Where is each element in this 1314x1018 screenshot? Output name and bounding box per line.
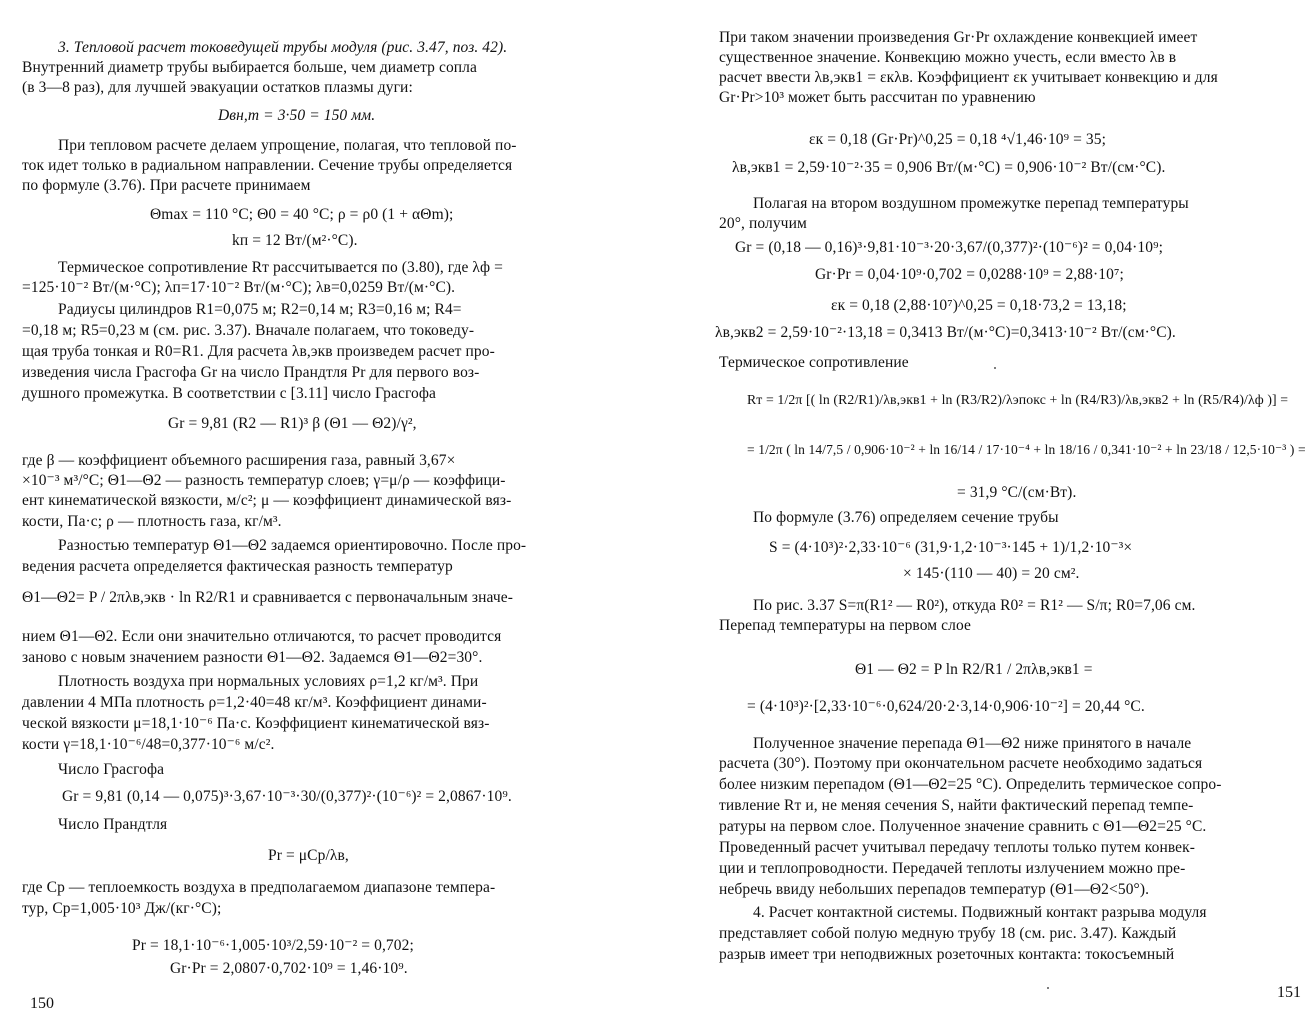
text-line: Θ1—Θ2= P / 2πλв,экв · ln R2/R1 и сравнивается с первоначальным значе- xyxy=(22,589,514,606)
text-line: =0,18 м; R5=0,23 м (см. рис. 3.37). Вначале полагаем, что токоведу- xyxy=(22,322,475,339)
left-page xyxy=(0,0,655,1018)
text-line: расчета (30°). Поэтому при окончательном расчете необходимо задаться xyxy=(719,755,1203,772)
text-line: Число Прандтля xyxy=(58,816,168,833)
formula: = 1/2π ( ln 14/7,5 / 0,906·10⁻² + ln 16/14 / 17·10⁻⁴ + ln 18/16 / 0,341·10⁻² + ln 23/18 / 12,5·10⁻³ ) = xyxy=(747,442,1306,457)
text-line: нием Θ1—Θ2. Если они значительно отличаются, то расчет проводится xyxy=(22,628,502,645)
formula: = 31,9 °C/(см·Вт). xyxy=(957,484,1077,501)
text-line: Радиусы цилиндров R1=0,075 м; R2=0,14 м; R3=0,16 м; R4= xyxy=(58,301,462,318)
formula: Gr = (0,18 — 0,16)³·9,81·10⁻³·20·3,67/(0,377)²·(10⁻⁶)² = 0,04·10⁹; xyxy=(735,239,1163,256)
text-line: заново с новым значением разности Θ1—Θ2. Задаемся Θ1—Θ2=30°. xyxy=(22,649,483,666)
text-line: более низким перепадом (Θ1—Θ2=25 °C). Определить термическое сопро- xyxy=(719,776,1222,793)
text-line: где Cp — теплоемкость воздуха в предполагаемом диапазоне темпера- xyxy=(22,879,496,896)
text-line: изведения числа Грасгофа Gr на число Прандтля Pr для первого воз- xyxy=(22,364,480,381)
formula: Pr = μCp/λв, xyxy=(268,847,349,864)
text-line: Перепад температуры на первом слое xyxy=(719,617,972,634)
page-number: 150 xyxy=(30,995,54,1012)
text-line: ческой вязкости μ=18,1·10⁻⁶ Па·с. Коэффициент кинематической вяз- xyxy=(22,715,490,732)
formula: kп = 12 Вт/(м²·°C). xyxy=(232,232,358,249)
formula: × 145·(110 — 40) = 20 см². xyxy=(903,565,1080,582)
text-line: Число Грасгофа xyxy=(58,761,165,778)
formula: Dвн,т = 3·50 = 150 мм. xyxy=(218,107,376,124)
text-line: 4. Расчет контактной системы. Подвижный контакт разрыва модуля xyxy=(753,904,1207,921)
text-line: где β — коэффициент объемного расширения газа, равный 3,67× xyxy=(22,452,456,469)
text-line: ции и теплопроводности. Передачей теплоты излучением можно пре- xyxy=(719,860,1186,877)
formula: = (4·10³)²·[2,33·10⁻⁶·0,624/20·2·3,14·0,906·10⁻²] = 20,44 °C. xyxy=(747,698,1145,715)
text-line: 20°, получим xyxy=(719,215,807,232)
text-line: При тепловом расчете делаем упрощение, полагая, что тепловой по- xyxy=(58,137,517,154)
text-line: Gr·Pr>10³ может быть рассчитан по уравнению xyxy=(719,89,1036,106)
text-line: ратуры на первом слое. Полученное значение сравнить с Θ1—Θ2=25 °C. xyxy=(719,818,1207,835)
formula: Gr·Pr = 2,0807·0,702·10⁹ = 1,46·10⁹. xyxy=(170,960,408,977)
text-line: щая труба тонкая и R0=R1. Для расчета λв,экв произведем расчет про- xyxy=(22,343,495,360)
text-line: Полученное значение перепада Θ1—Θ2 ниже принятого в начале xyxy=(753,735,1192,752)
text-line: кости, Па·с; ρ — плотность газа, кг/м³. xyxy=(22,513,282,530)
scan-speck xyxy=(994,367,996,369)
text-line: =125·10⁻² Вт/(м·°C); λп=17·10⁻² Вт/(м·°C); λв=0,0259 Вт/(м·°C). xyxy=(22,279,456,296)
text-line: Полагая на втором воздушном промежутке перепад температуры xyxy=(753,195,1189,212)
text-line: кости γ=18,1·10⁻⁶/48=0,377·10⁻⁶ м/с². xyxy=(22,736,275,753)
text-line: ведения расчета определяется фактическая разность температур xyxy=(22,558,453,575)
text-line: разрыв имеет три неподвижных розеточных контакта: токосъемный xyxy=(719,946,1175,963)
text-line: При таком значении произведения Gr·Pr охлаждение конвекцией имеет xyxy=(719,29,1198,46)
text-line: ент кинематической вязкости, м/с²; μ — коэффициент динамической вяз- xyxy=(22,492,512,509)
text-line: Внутренний диаметр трубы выбирается больше, чем диаметр сопла xyxy=(22,59,478,76)
text-line: расчет ввести λв,экв1 = εкλв. Коэффициент εк учитывает конвекцию и для xyxy=(719,69,1218,86)
formula: Gr·Pr = 0,04·10⁹·0,702 = 0,0288·10⁹ = 2,88·10⁷; xyxy=(815,266,1124,283)
page-number: 151 xyxy=(1277,984,1301,1001)
text-line: По формуле (3.76) определяем сечение трубы xyxy=(753,509,1059,526)
text-line: ×10⁻³ м³/°C; Θ1—Θ2 — разность температур слоев; γ=μ/ρ — коэффици- xyxy=(22,472,506,489)
text-line: давлении 4 МПа плотность ρ=1,2·40=48 кг/м³. Коэффициент динами- xyxy=(22,694,487,711)
text-line: ток идет только в радиальном направлении. Сечение трубы определяется xyxy=(22,157,513,174)
scan-speck xyxy=(1047,987,1049,989)
formula: Gr = 9,81 (R2 — R1)³ β (Θ1 — Θ2)/γ², xyxy=(168,415,417,432)
text-line: 3. Тепловой расчет токоведущей трубы модуля (рис. 3.47, поз. 42). xyxy=(58,39,508,56)
text-line: Проведенный расчет учитывал передачу теплоты только путем конвек- xyxy=(719,839,1196,856)
formula: Θ1 — Θ2 = P ln R2/R1 / 2πλв,экв1 = xyxy=(855,661,1093,678)
text-line: душного промежутка. В соответствии с [3.11] число Грасгофа xyxy=(22,385,436,402)
text-line: по формуле (3.76). При расчете принимаем xyxy=(22,177,311,194)
formula: S = (4·10³)²·2,33·10⁻⁶ (31,9·1,2·10⁻³·145 + 1)/1,2·10⁻³× xyxy=(769,539,1133,556)
formula: Pr = 18,1·10⁻⁶·1,005·10³/2,59·10⁻² = 0,702; xyxy=(132,937,414,954)
formula: λв,экв2 = 2,59·10⁻²·13,18 = 0,3413 Вт/(м·°C)=0,3413·10⁻² Вт/(см·°C). xyxy=(715,324,1176,341)
formula: Gr = 9,81 (0,14 — 0,075)³·3,67·10⁻³·30/(0,377)²·(10⁻⁶)² = 2,0867·10⁹. xyxy=(62,788,512,805)
text-line: Плотность воздуха при нормальных условиях ρ=1,2 кг/м³. При xyxy=(58,673,479,690)
text-line: (в 3—8 раз), для лучшей эвакуации остатков плазмы дуги: xyxy=(22,79,413,96)
text-line: Термическое сопротивление xyxy=(719,354,909,371)
right-page xyxy=(657,0,1314,1018)
formula: εк = 0,18 (Gr·Pr)^0,25 = 0,18 ⁴√1,46·10⁹ = 35; xyxy=(809,131,1107,148)
formula: εк = 0,18 (2,88·10⁷)^0,25 = 0,18·73,2 = 13,18; xyxy=(831,297,1127,314)
text-line: представляет собой полую медную трубу 18 (см. рис. 3.47). Каждый xyxy=(719,925,1177,942)
formula: λв,экв1 = 2,59·10⁻²·35 = 0,906 Вт/(м·°C) = 0,906·10⁻² Вт/(см·°C). xyxy=(732,159,1166,176)
formula: Θmax = 110 °C; Θ0 = 40 °C; ρ = ρ0 (1 + αΘm); xyxy=(150,206,454,223)
text-line: небречь ввиду небольших перепадов температур (Θ1—Θ2<50°). xyxy=(719,881,1150,898)
text-line: тивление Rт и, не меняя сечения S, найти фактический перепад темпе- xyxy=(719,797,1194,814)
text-line: Разностью температур Θ1—Θ2 задаемся ориентировочно. После про- xyxy=(58,537,527,554)
text-line: существенное значение. Конвекцию можно учесть, если вместо λв в xyxy=(719,49,1177,66)
text-line: тур, Cp=1,005·10³ Дж/(кг·°C); xyxy=(22,900,222,917)
text-line: По рис. 3.37 S=π(R1² — R0²), откуда R0² = R1² — S/π; R0=7,06 см. xyxy=(753,597,1196,614)
text-line: Термическое сопротивление Rт рассчитывается по (3.80), где λф = xyxy=(58,259,503,276)
formula: Rт = 1/2π [( ln (R2/R1)/λв,экв1 + ln (R3/R2)/λэпокс + ln (R4/R3)/λв,экв2 + ln (R5/R4)/λф )] = xyxy=(747,392,1289,407)
